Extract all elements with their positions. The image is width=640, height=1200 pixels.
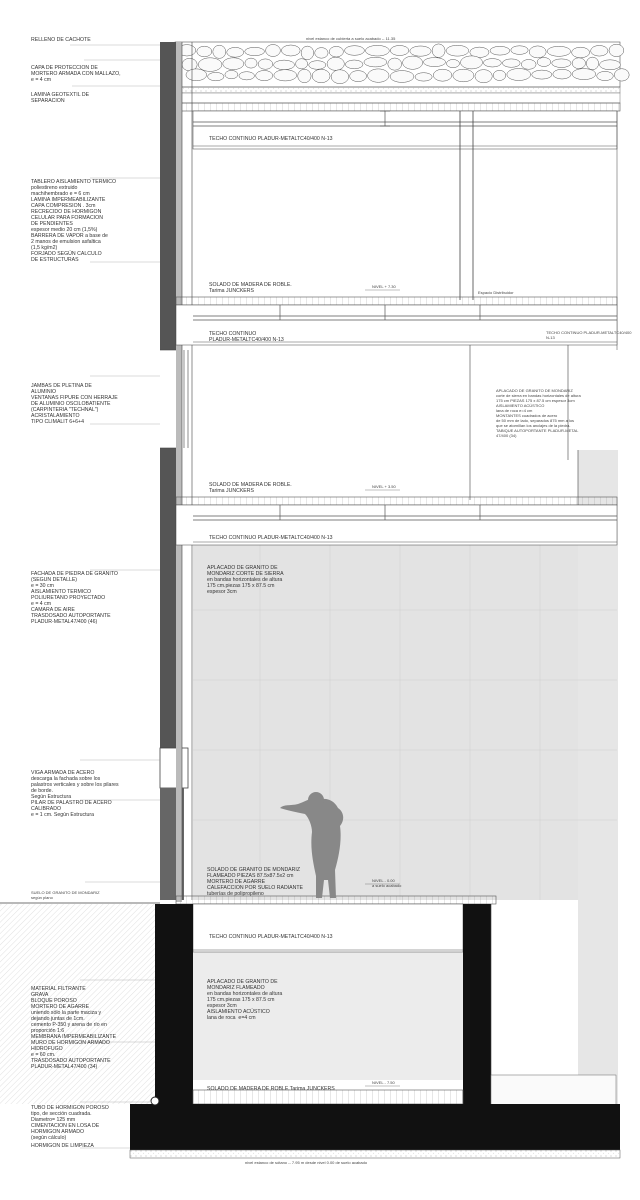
retaining-wall-right bbox=[463, 904, 491, 1104]
roof-stone bbox=[493, 70, 506, 80]
roof-stone bbox=[366, 45, 390, 56]
roof-stone bbox=[258, 59, 273, 69]
roof-stone bbox=[433, 69, 452, 81]
roof-insulation bbox=[175, 93, 620, 103]
roof-stone bbox=[502, 59, 520, 67]
roof-stone bbox=[198, 58, 222, 72]
basement-floor bbox=[193, 1090, 463, 1104]
roof-stone bbox=[415, 73, 432, 81]
cleanliness-concrete bbox=[130, 1150, 620, 1158]
roof-stone bbox=[586, 57, 598, 70]
roof-stone bbox=[572, 69, 596, 80]
roof-stone bbox=[447, 60, 460, 68]
label-aplacado-right: APLACADO DE GRANITO DE MONDARIZ corte de sierra en bandas horizontales de altura 175 cm PIEZAS 175 x 87.5 cm espesor 3cm AISLAMIENTO ACÚSTICO lana de roca e=4 cm MONTANTES cuadrados de acero de 50 mm de lado, separados 875 mm a los que se atornillan los anclajes de la piedra. TABIQUE AUTOPORTANTE PLADUR-METAL 47/400 (34) bbox=[496, 388, 581, 438]
roof-stone bbox=[532, 70, 552, 79]
roof-stone bbox=[331, 70, 349, 84]
roof-stone bbox=[197, 46, 212, 57]
floor-slab-2 bbox=[176, 297, 617, 305]
roof-stone bbox=[274, 60, 295, 70]
roof-stone bbox=[552, 59, 571, 68]
roof-stone bbox=[225, 70, 238, 78]
label-solado-1: SOLADO DE MADERA DE ROBLE. Tarima JUNCKERS bbox=[209, 282, 292, 294]
label-solado-granito: SOLADO DE GRANITO DE MONDARIZ FLAMEADO PIEZAS 87.5x87.5x2 cm MORTERO DE AGARRE CALEFACCION POR SUELO RADIANTE tuberías de polipropileno bbox=[207, 867, 303, 897]
roof-stone bbox=[511, 46, 528, 55]
roof-stone bbox=[345, 60, 363, 69]
facade-stone-mid bbox=[160, 448, 176, 748]
label-fachada: FACHADA DE PIEDRA DE GRANITO (SEGUN DETALLE) e = 30 cm AISLAMIENTO TERMICO POLIURETANO PROYECTADO e = 4 cm CAMARA DE AIRE TRASDOSADO AUTOPORTANTE PLADUR-METAL47/400 (46) bbox=[31, 571, 118, 625]
roof-stone bbox=[309, 61, 326, 70]
roof-stone bbox=[274, 70, 297, 81]
roof-stone bbox=[239, 72, 255, 80]
roof-stone bbox=[614, 69, 629, 81]
roof-stone bbox=[298, 69, 311, 82]
roof-stone bbox=[312, 69, 330, 82]
label-tablero: TABLERO AISLAMIENTO TERMICO poliestireno extruido machihembrado e = 6 cm LAMINA IMPERMEABILIZANTE CAPA COMPRESION . 3cm RECRECIDO DE HORMIGON CELULAR PARA FORMACION DE PENDIENTES espesor medio 20 cm (1,5%) BARRERA DE VAPOR a base de 2 manos de emulsion asfaltica (1,5 kg/m2) FORJADO SEGÚN CALCULO DE ESTRUCTURAS bbox=[31, 179, 117, 263]
label-nivel-neg-750: NIVEL - 7.50 bbox=[372, 1080, 395, 1085]
label-capa-proteccion: CAPA DE PROTECCION DE MORTERO ARMADA CON MALLAZO, e = 4 cm bbox=[31, 65, 121, 83]
label-suelo-granito: SUELO DE GRANITO DE MONDARIZ según plano bbox=[31, 890, 100, 900]
roof-stone bbox=[461, 56, 483, 69]
roof-stone bbox=[553, 69, 571, 79]
roof-stone bbox=[281, 45, 300, 56]
label-techo-3: TECHO CONTINUO PLADUR-METALTC40/400 N-13 bbox=[209, 535, 333, 541]
roof-stone bbox=[537, 58, 551, 67]
roof-stone bbox=[432, 44, 445, 58]
roof-stone bbox=[507, 69, 531, 81]
roof-stone bbox=[547, 46, 570, 56]
label-solado-2: SOLADO DE MADERA DE ROBLE. Tarima JUNCKERS bbox=[209, 482, 292, 494]
label-espacio-distribuidor: Espacio Distribuidor bbox=[478, 290, 514, 295]
floor-slab-3 bbox=[176, 497, 617, 505]
roof-stone bbox=[572, 47, 590, 58]
facade-stone-upper bbox=[160, 42, 176, 350]
roof-membrane bbox=[175, 87, 620, 93]
granite-wall-right-strip bbox=[578, 450, 618, 1110]
roof-stone bbox=[368, 69, 389, 82]
roof-stone bbox=[266, 45, 281, 57]
foundation-slab bbox=[130, 1104, 620, 1150]
label-techo-1: TECHO CONTINUO PLADUR-METALTC40/400 N-13 bbox=[209, 136, 333, 142]
roof-stone bbox=[329, 46, 343, 57]
roof-stone bbox=[245, 58, 257, 68]
roof-stone bbox=[591, 46, 608, 57]
label-nivel-000: NIVEL - 0.00 a suelo acabado bbox=[372, 878, 402, 888]
roof-stone bbox=[345, 46, 365, 56]
roof-stone bbox=[600, 60, 621, 70]
roof-stone bbox=[529, 46, 546, 58]
roof-stone bbox=[410, 46, 431, 56]
label-tubo: TUBO DE HORMIGON POROSO tipo, de sección cuadrada. Diametro= 125 mm CIMENTACION EN LOSA DE HORMIGON ARMADO (según cálculo) bbox=[31, 1105, 109, 1141]
roof-stone bbox=[350, 71, 367, 82]
label-material-filtrante: MATERIAL FILTRANTE GRAVA BLOQUE POROSO MORTERO DE AGARRE uniendo sólo la parte maciza y dejando juntas de 1cm. cemento P-350 y arena de río en proporción 1:6 MEMBRANA IMPERMEABILIZANTE MURO DE HORMIGON ARMADO HIDROFUGO e = 60 cm. TRASDOSADO AUTOPORTANTE PLADUR-METAL47/400 (34) bbox=[31, 986, 117, 1070]
label-hormigon-limpieza: HORMIGON DE LIMPIEZA bbox=[31, 1143, 94, 1149]
roof-stone bbox=[490, 46, 510, 55]
facade-lintel bbox=[160, 748, 188, 788]
roof-stone bbox=[390, 46, 409, 56]
roof-stone bbox=[213, 45, 226, 58]
roof-stone bbox=[245, 47, 265, 55]
roof-stone bbox=[327, 57, 344, 70]
roof-stone bbox=[521, 60, 536, 70]
label-nivel-estanco-sotano: nivel estanco de sótano -- 7.95 m desde nivel 0.00 de suelo acabado bbox=[245, 1160, 368, 1165]
roof-stones bbox=[178, 44, 629, 84]
label-techo-4: TECHO CONTINUO PLADUR-METALTC40/400 N-13 bbox=[209, 934, 333, 940]
roof-stone bbox=[475, 70, 492, 83]
roof-stone bbox=[227, 47, 244, 57]
window-frames bbox=[160, 350, 188, 448]
roof-stone bbox=[315, 48, 328, 59]
label-techo-2: TECHO CONTINUO PLADUR-METALTC40/400 N-13 bbox=[209, 331, 284, 343]
label-viga: VIGA ARMADA DE ACERO descarga la fachada sobre los palastros verticales y sobre los pilares de borde. Según Estructura PILAR DE PALASTRO DE ACERO CALIBRADO e = 1 cm. Según Estructura bbox=[31, 770, 119, 818]
roof-stone bbox=[301, 46, 314, 60]
roof-stone bbox=[390, 71, 414, 83]
label-solado-3: SOLADO DE MADERA DE ROBLE.Tarima JUNCKERS bbox=[207, 1086, 335, 1092]
label-aplacado-sierra: APLACADO DE GRANITO DE MONDARIZ CORTE DE SIERRA en bandas horizontales de altura 175 cm.piezas 175 x 87.5 cm espesor 3cm bbox=[207, 565, 284, 595]
roof-stone bbox=[256, 71, 273, 81]
roof-stone bbox=[296, 59, 308, 69]
roof-stone bbox=[388, 58, 402, 70]
label-lamina-geotextil: LAMINA GEOTEXTIL DE SEPARACION bbox=[31, 92, 90, 104]
drain-pipe bbox=[151, 1097, 159, 1105]
label-techo-2b: TECHO CONTINUO PLADUR-METALTC40/400 N-13 bbox=[546, 330, 632, 340]
label-nivel-730: NIVEL + 7.30 bbox=[372, 284, 396, 289]
roof-stone bbox=[186, 69, 207, 81]
ceiling-1 bbox=[193, 111, 617, 149]
label-relleno: RELLENO DE CACHOTE bbox=[31, 37, 91, 43]
label-aplacado-flameado: APLACADO DE GRANITO DE MONDARIZ FLAMEADO en bandas horizontales de altura 175 cm.piezas 175 x 87.5 cm espesor 3cm AISLAMIENTO ACÚSTICO lana de roca e=4 cm bbox=[207, 979, 283, 1021]
label-nivel-cubierta: nivel estanco de cubierta a suelo acabado -- 11.35 bbox=[306, 36, 396, 41]
roof-stone bbox=[446, 45, 469, 56]
roof-stone bbox=[223, 58, 244, 70]
basement-right-floor bbox=[491, 1075, 616, 1105]
roof-stone bbox=[208, 72, 224, 80]
roof-stone bbox=[364, 57, 387, 67]
roof-slab-joists bbox=[175, 103, 620, 111]
facade-inner-lining bbox=[176, 42, 182, 902]
retaining-wall-left bbox=[155, 904, 193, 1104]
label-jambas: JAMBAS DE PLETINA DE ALUMINIO VENTANAS FIPURE CON HERRAJE DE ALUMINIO OSCILOBATIENTE (CARPINTERIA "TECHNAL") ACRISTALAMIENTO TIPO CLIMALIT 6+6+4 bbox=[31, 383, 118, 425]
roof-stone bbox=[483, 59, 501, 67]
roof-stone bbox=[572, 58, 585, 69]
roof-stone bbox=[403, 56, 423, 69]
basement-ceiling bbox=[193, 904, 463, 952]
roof-stone bbox=[424, 58, 446, 67]
label-nivel-350: NIVEL + 3.50 bbox=[372, 484, 396, 489]
roof-stone bbox=[597, 71, 614, 80]
roof-stone bbox=[609, 44, 624, 56]
roof-stone bbox=[453, 69, 474, 82]
